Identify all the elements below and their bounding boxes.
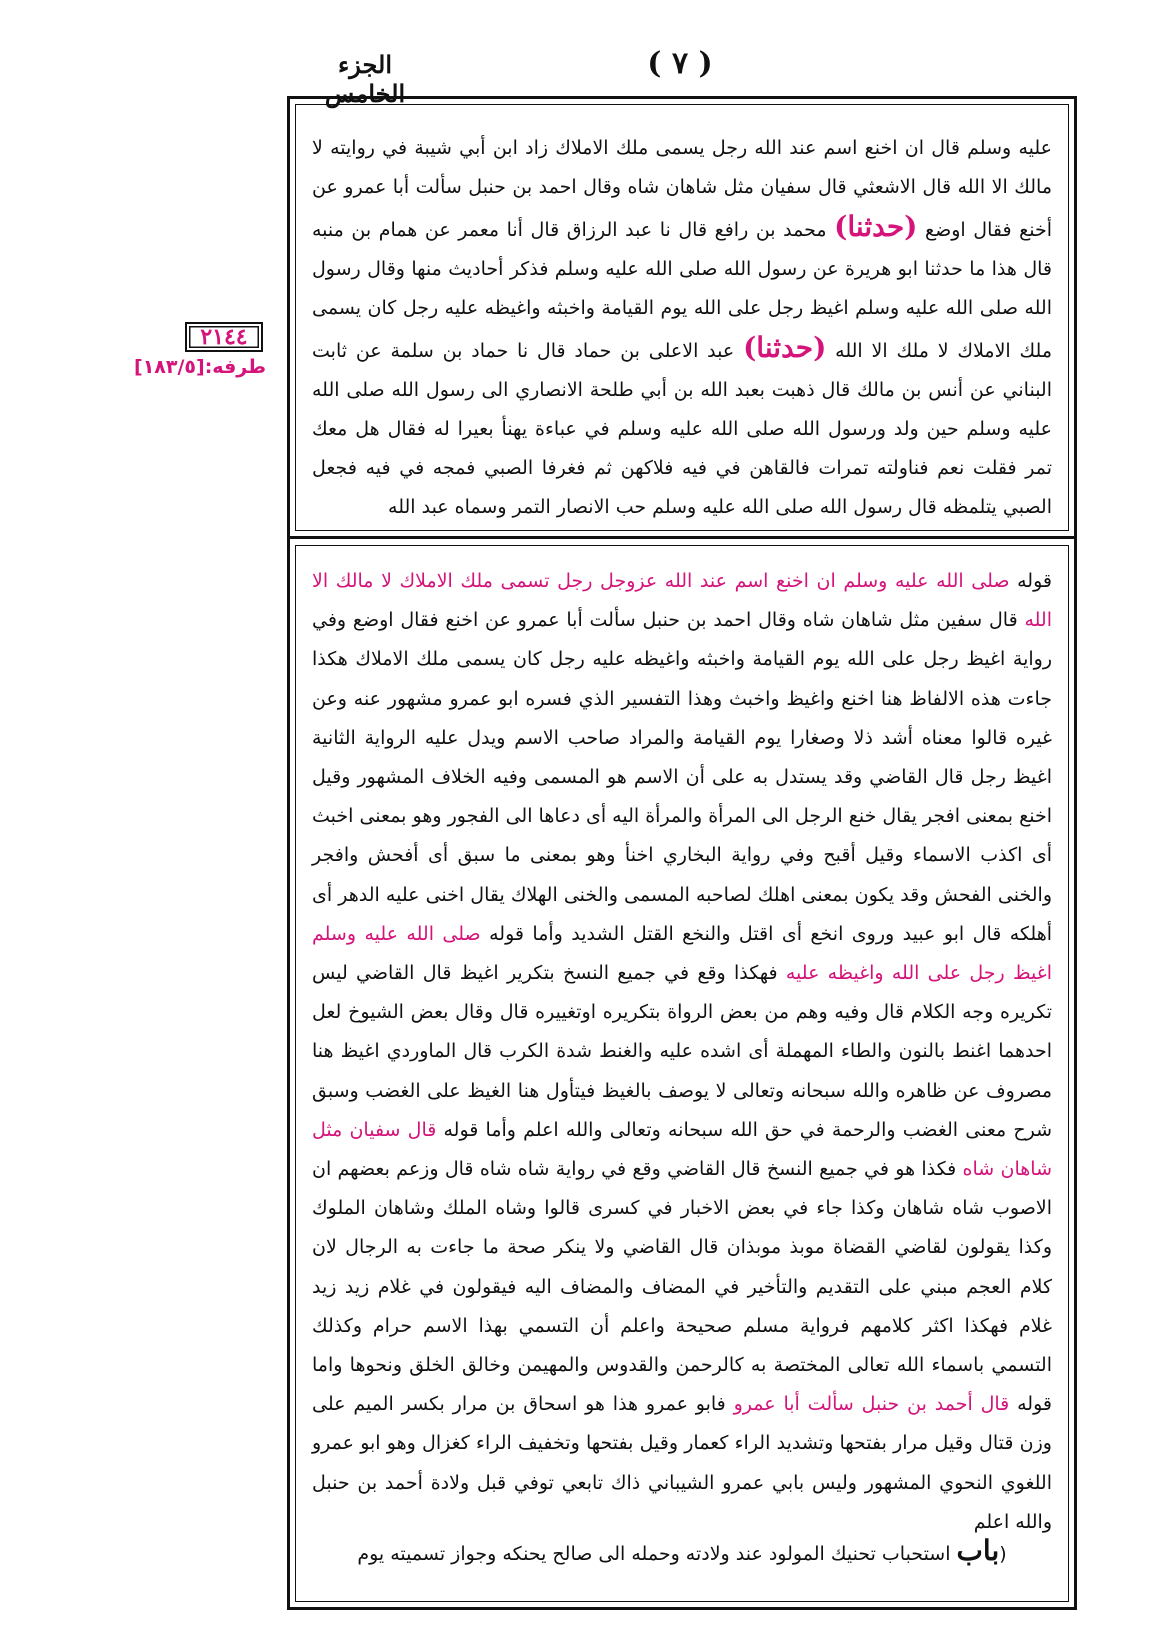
hadith-number-box: ٢١٤٤: [185, 322, 263, 352]
chapter-heading: [316, 1534, 1048, 1567]
hadith-segment-1: عليه وسلم قال ان اخنع اسم عند الله رجل يسمى ملك الاملاك زاد ابن أبي شيبة في روايته لا مالك الا الله قال الاشعثي قال سفيان مثل شاهان شاه وقال احمد بن حنبل سألت أبا عمرو عن أخنع فقال اوضع: [312, 137, 1052, 241]
commentary-section: [295, 545, 1069, 1602]
commentary-text: [296, 546, 1068, 1542]
cross-reference-value: [١٨٣/٥]: [134, 356, 205, 378]
chapter-open-paren: (: [999, 1543, 1007, 1565]
commentary-part-1: قوله: [1009, 570, 1052, 592]
haddathana-marker-1: (حدثنا): [834, 210, 918, 243]
hadith-segment-2: محمد بن رافع قال نا عبد الرزاق قال أنا معمر عن همام بن منبه قال هذا ما حدثنا ابو هريرة عن رسول الله صلى الله عليه وسلم فذكر أحاديث منها وقال رسول الله صلى الله عليه وسلم اغيظ رجل على الله يوم القيامة واخبثه واغيظه عليه رجل كان يسمى ملك الاملاك لا ملك الا الله: [312, 219, 1053, 362]
hadith-text: [296, 105, 1068, 527]
cross-reference-label: طرفه:: [204, 356, 266, 378]
hadith-segment-3: عبد الاعلى بن حماد قال نا حماد بن سلمة عن ثابت البناني عن أنس بن مالك قال ذهبت بعبد الله بن أبي طلحة الانصاري الى رسول الله صلى الله عليه وسلم حين ولد ورسول الله صلى الله عليه وسلم في عباءة يهنأ بعيرا له فقال هل معك تمر فقلت نعم فناولته تمرات فالقاهن في فيه فلاكهن ثم فغرفا الصبي فمجه في فيه فجعل الصبي يتلمظه قال رسول الله صلى الله عليه وسلم حب الانصار التمر وسماه عبد الله: [312, 340, 1052, 518]
commentary-part-4: فكذا هو في جميع النسخ قال القاضي وقع في رواية شاه شاه قال وزعم بعضهم ان الاصوب شاه شاهان وكذا جاء في بعض الاخبار في كسرى قالوا وشاه الملك وشاهان الملوك وكذا يقولون لقاضي القضاة موبذ موبذان قال القاضي ولا ينكر صحة ما جاءت به الرجال لان كلام العجم مبني على التقديم والتأخير في المضاف والمضاف اليه فيقولون في غلام زيد زيد غلام فهكذا اكثر كلامهم فرواية مسلم صحيحة واعلم أن التسمي بهذا الاسم حرام وكذلك التسمي باسماء الله تعالى المختصة به كالرحمن والقدوس والمهيمن وخالق الخلق ونحوها واما قوله: [312, 1158, 1052, 1416]
cross-reference: [120, 356, 280, 378]
commentary-part-3: فهكذا وقع في جميع النسخ بتكرير اغيظ قال القاضي ليس تكريره وجه الكلام قال وفيه وهم من بعض الرواة بتكريره اوتغييره قال وقال بعض الشيوخ لعل احدهما اغنط بالنون والطاء المهملة أى اشده عليه والغنط شدة الكرب قال الماوردي اغيظ هنا مصروف عن ظاهره والله سبحانه وتعالى لا يوصف بالغيظ فيتأول هنا الغيظ على الغضب وسبق شرح معنى الغضب والرحمة في حق الله سبحانه وتعالى والله اعلم وأما قوله: [312, 962, 1052, 1141]
hadith-section: [295, 104, 1069, 531]
commentary-quote-2: صلى الله عليه وسلم اغيظ رجل على الله واغيظه عليه: [312, 922, 1052, 985]
part-title: الجزء الخامس: [324, 50, 406, 108]
page-frame: [287, 96, 1077, 1610]
commentary-quote-4: قال أحمد بن حنبل سألت أبا عمرو: [733, 1393, 1010, 1416]
commentary-quote-3: قال سفيان مثل شاهان شاه: [312, 1118, 1052, 1181]
commentary-quote-1: صلى الله عليه وسلم ان اخنع اسم عند الله عزوجل رجل تسمى ملك الاملاك لا مالك الا الله: [312, 570, 1052, 632]
commentary-part-5: فابو عمرو هذا هو اسحاق بن مرار بكسر الميم على وزن قتال وقيل مرار بفتحها وتشديد الراء كعمار وقيل بفتحها وتخفيف الراء كغزال وهو ابو عمرو اللغوي النحوي المشهور وليس بابي عمرو الشيباني ذاك تابعي توفي قبل ولادة أحمد بن حنبل والله اعلم: [312, 1393, 1052, 1533]
commentary-part-2: قال سفين مثل شاهان شاه وقال احمد بن حنبل سألت أبا عمرو عن اخنع فقال اوضع وفي رواية اغيظ رجل على الله يوم القيامة واخبثه واغيظه عليه رجل كان يسمى ملك الاملاك هكذا جاءت هذه الالفاظ هنا اخنع واغيظ واخبث وهذا التفسير الذي فسره ابو عمرو مشهور عنه وعن غيره قالوا معناه أشد ذلا وصغارا يوم القيامة والمراد صاحب الاسم ويدل عليه الرواية الثانية اغيظ رجل قال القاضي وقد يستدل به على أن الاسم هو المسمى وفيه الخلاف المشهور وقيل اخنع بمعنى افجر يقال خنع الرجل الى المرأة والمرأة اليه أى دعاها الى الفجور وهو بمعنى اخبث أى اكذب الاسماء وقيل أقبح وفي رواية البخاري اخنأ وهو بمعنى ما سبق أى أفحش وافجر والخنى الفحش وقد يكون بمعنى اهلك لصاحبه المسمى والخنى الهلاك يقال اخنى عليه الدهر أى أهلكه قال ابو عبيد وروى انخع أى اقتل والنخع القتل الشديد وأما قوله: [312, 609, 1053, 945]
page-number: ( ٧ ): [647, 46, 713, 81]
section-divider: [290, 536, 1074, 539]
chapter-bab-word: باب: [956, 1534, 1000, 1567]
chapter-title: استحباب تحنيك المولود عند ولادته وحمله الى صالح يحنكه وجواز تسميته يوم: [357, 1543, 957, 1565]
haddathana-marker-2: (حدثنا): [743, 331, 827, 364]
